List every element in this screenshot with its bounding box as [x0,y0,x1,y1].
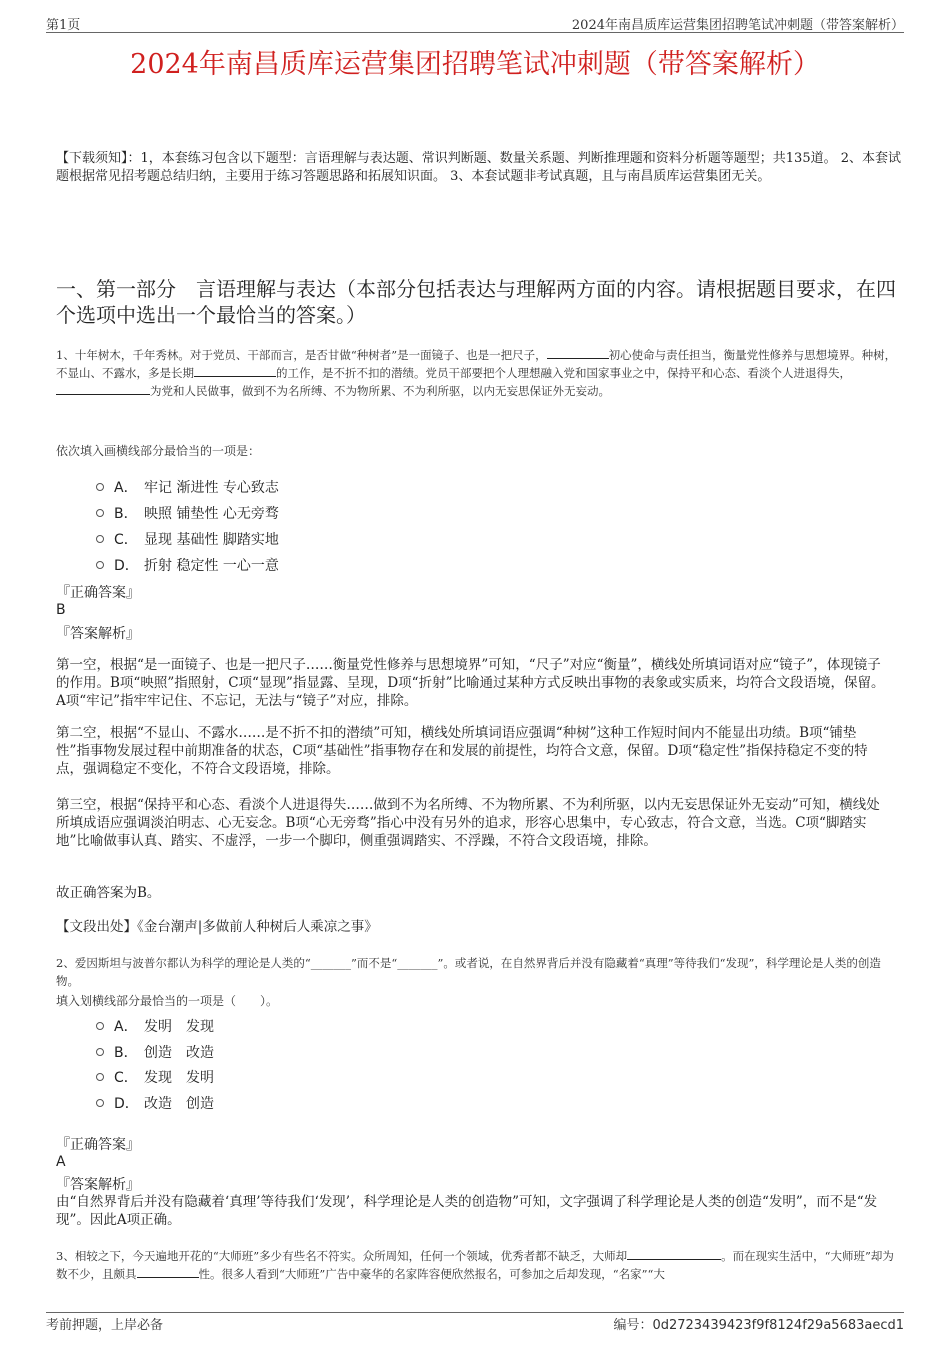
q1-blank-3 [56,382,150,395]
radio-icon[interactable] [96,561,104,569]
q1-blank-1 [547,346,609,359]
radio-icon[interactable] [96,483,104,491]
footer-divider [46,1312,904,1313]
q1-instruction: 依次填入画横线部分最恰当的一项是： [56,444,261,458]
option-text: 折射 稳定性 一心一意 [144,558,279,574]
q1-option-b[interactable] [96,503,279,523]
q1-option-a[interactable] [96,477,279,497]
q1-analysis-conclusion: 故正确答案为B。 [56,885,161,901]
q1-option-d[interactable] [96,555,279,575]
option-letter: B． [114,1045,138,1061]
question-2-stem: 2、爱因斯坦与波普尔都认为科学的理论是人类的“_______”而不是“_______”。或者说，在自然界背后并没有隐藏着“真理”等待我们“发现”，科学理论是人类的创造物。 [56,956,881,988]
page-number: 第1页 [46,18,81,33]
q2-answer: A [56,1154,66,1170]
option-letter: D． [114,558,139,574]
option-text: 改造 创造 [144,1096,214,1112]
q2-option-a[interactable] [96,1016,214,1036]
footer-doc-code [613,1314,904,1333]
q1-source: 【文段出处】《金台潮声|多做前人种树后人乘凉之事》 [56,919,378,935]
radio-icon[interactable] [96,1048,104,1056]
option-text: 发现 发明 [144,1070,214,1086]
option-text: 创造 改造 [144,1045,214,1061]
radio-icon[interactable] [96,509,104,517]
q1-stem-part-4: 为党和人民做事，做到不为名所缚、不为物所累、不为利所驱，以内无妄思保证外无妄动。 [150,384,610,398]
radio-icon[interactable] [96,535,104,543]
option-text: 发明 发现 [144,1019,214,1035]
q3-stem-part-2: 。而在现实生活中，“大师班”却为数不少，且颇具 [56,1249,894,1281]
option-text: 牢记 渐进性 专心致志 [144,480,279,496]
radio-icon[interactable] [96,1022,104,1030]
q3-stem-part-3: 性。很多人看到“大师班”广告中豪华的名家阵容便欣然报名，可参加之后却发现，“名家”“大 [198,1267,665,1281]
header-doc-title: 2024年南昌质库运营集团招聘笔试冲刺题（带答案解析） [571,18,904,33]
footer-slogan: 考前押题，上岸必备 [46,1318,164,1333]
q3-blank-1 [627,1247,721,1260]
page-title: 2024年南昌质库运营集团招聘笔试冲刺题（带答案解析） [130,49,820,80]
option-letter: A． [114,480,138,496]
option-text: 映照 铺垫性 心无旁骛 [144,506,279,522]
q3-blank-2 [137,1265,199,1278]
q1-analysis-para-2: 第二空，根据“不显山、不露水……是不折不扣的潜绩”可知，横线处所填词语应强调“种树”这种工作短时间内不能显出功绩。B项“铺垫性”指事物发展过程中前期准备的状态，C项“基础性”指事物存在和发展的前提性，均符合文意，保留。D项“稳定性”指保持稳定不变的特点，强调稳定不变化，不符合文段语境，排除。 [56,725,868,777]
download-notice: 【下载须知】：1，本套练习包含以下题型：言语理解与表达题、常识判断题、数量关系题、判断推理题和资料分析题等题型；共135道。 2、本套试题根据常见招考题总结归纳，主要用于练习答题思路和拓展知识面。 3、本套试题非考试真题，且与南昌质库运营集团无关。 [56,151,901,184]
q2-answer-label: 『正确答案』 [56,1137,140,1153]
q1-answer-label: 『正确答案』 [56,585,140,601]
option-letter: C． [114,532,138,548]
q3-stem-part-1: 3、相较之下，今天遍地开花的“大师班”多少有些名不符实。众所周知，任何一个领域，优秀者都不缺乏，大师却 [56,1249,628,1263]
section-title: 一、第一部分 言语理解与表达（本部分包括表达与理解两方面的内容。请根据题目要求，在四个选项中选出一个最恰当的答案。） [56,277,896,327]
q1-stem-part-1: 1、十年树木，千年秀林。对于党员、干部而言，是否甘做“种树者”是一面镜子、也是一把尺子， [56,348,547,362]
radio-icon[interactable] [96,1099,104,1107]
q1-stem-part-2: 初心使命与责任担当，衡量党性修养与思想境界。种树，不显山、不露水，多是长期 [56,348,897,380]
q1-analysis-para-3: 第三空，根据“保持平和心态、看淡个人进退得失……做到不为名所缚、不为物所累、不为利所驱，以内无妄思保证外无妄动”可知，横线处所填成语应强调淡泊明志、心无妄念。B项“心无旁骛”指心中没有另外的追求，形容心思集中，专心致志，符合文意，当选。C项“脚踏实地”比喻做事认真、踏实、不虚浮，一步一个脚印，侧重强调踏实、不浮躁，不符合文段语境，排除。 [56,797,880,849]
q2-option-c[interactable] [96,1067,214,1087]
footer-code-label: 编号： [613,1318,653,1333]
q2-instruction: 填入划横线部分最恰当的一项是（ ）。 [56,994,279,1008]
q1-stem-part-3: 的工作，是不折不扣的潜绩。党员干部要把个人理想融入党和国家事业之中，保持平和心态、看淡个人进退得失， [276,366,851,380]
q1-answer: B [56,602,66,618]
q2-analysis: 由“自然界背后并没有隐藏着‘真理’等待我们‘发现’，科学理论是人类的创造物”可知，文字强调了科学理论是人类的创造“发明”，而不是“发现”。因此A项正确。 [56,1194,878,1228]
footer-code-value: 0d2723439423f9f8124f29a5683aecd1 [652,1318,904,1333]
option-letter: B． [114,506,138,522]
header-divider [46,32,904,33]
option-letter: A． [114,1019,138,1035]
q1-option-c[interactable] [96,529,279,549]
q2-option-b[interactable] [96,1042,214,1062]
question-1-stem [56,346,901,400]
option-text: 显现 基础性 脚踏实地 [144,532,279,548]
option-letter: D． [114,1096,139,1112]
q2-option-d[interactable] [96,1093,214,1113]
option-letter: C． [114,1070,138,1086]
q1-blank-2 [194,364,276,377]
q2-analysis-label: 『答案解析』 [56,1177,140,1193]
radio-icon[interactable] [96,1073,104,1081]
q1-analysis-label: 『答案解析』 [56,626,140,642]
q1-analysis-para-1: 第一空，根据“是一面镜子、也是一把尺子……衡量党性修养与思想境界”可知，“尺子”对应“衡量”，横线处所填词语对应“镜子”，体现镜子的作用。B项“映照”指照射，C项“显现”指显露、呈现，D项“折射”比喻通过某种方式反映出事物的表象或实质来，均符合文段语境，保留。A项“牢记”指牢牢记住、不忘记，无法与“镜子”对应，排除。 [56,657,885,709]
question-3-stem [56,1247,901,1283]
